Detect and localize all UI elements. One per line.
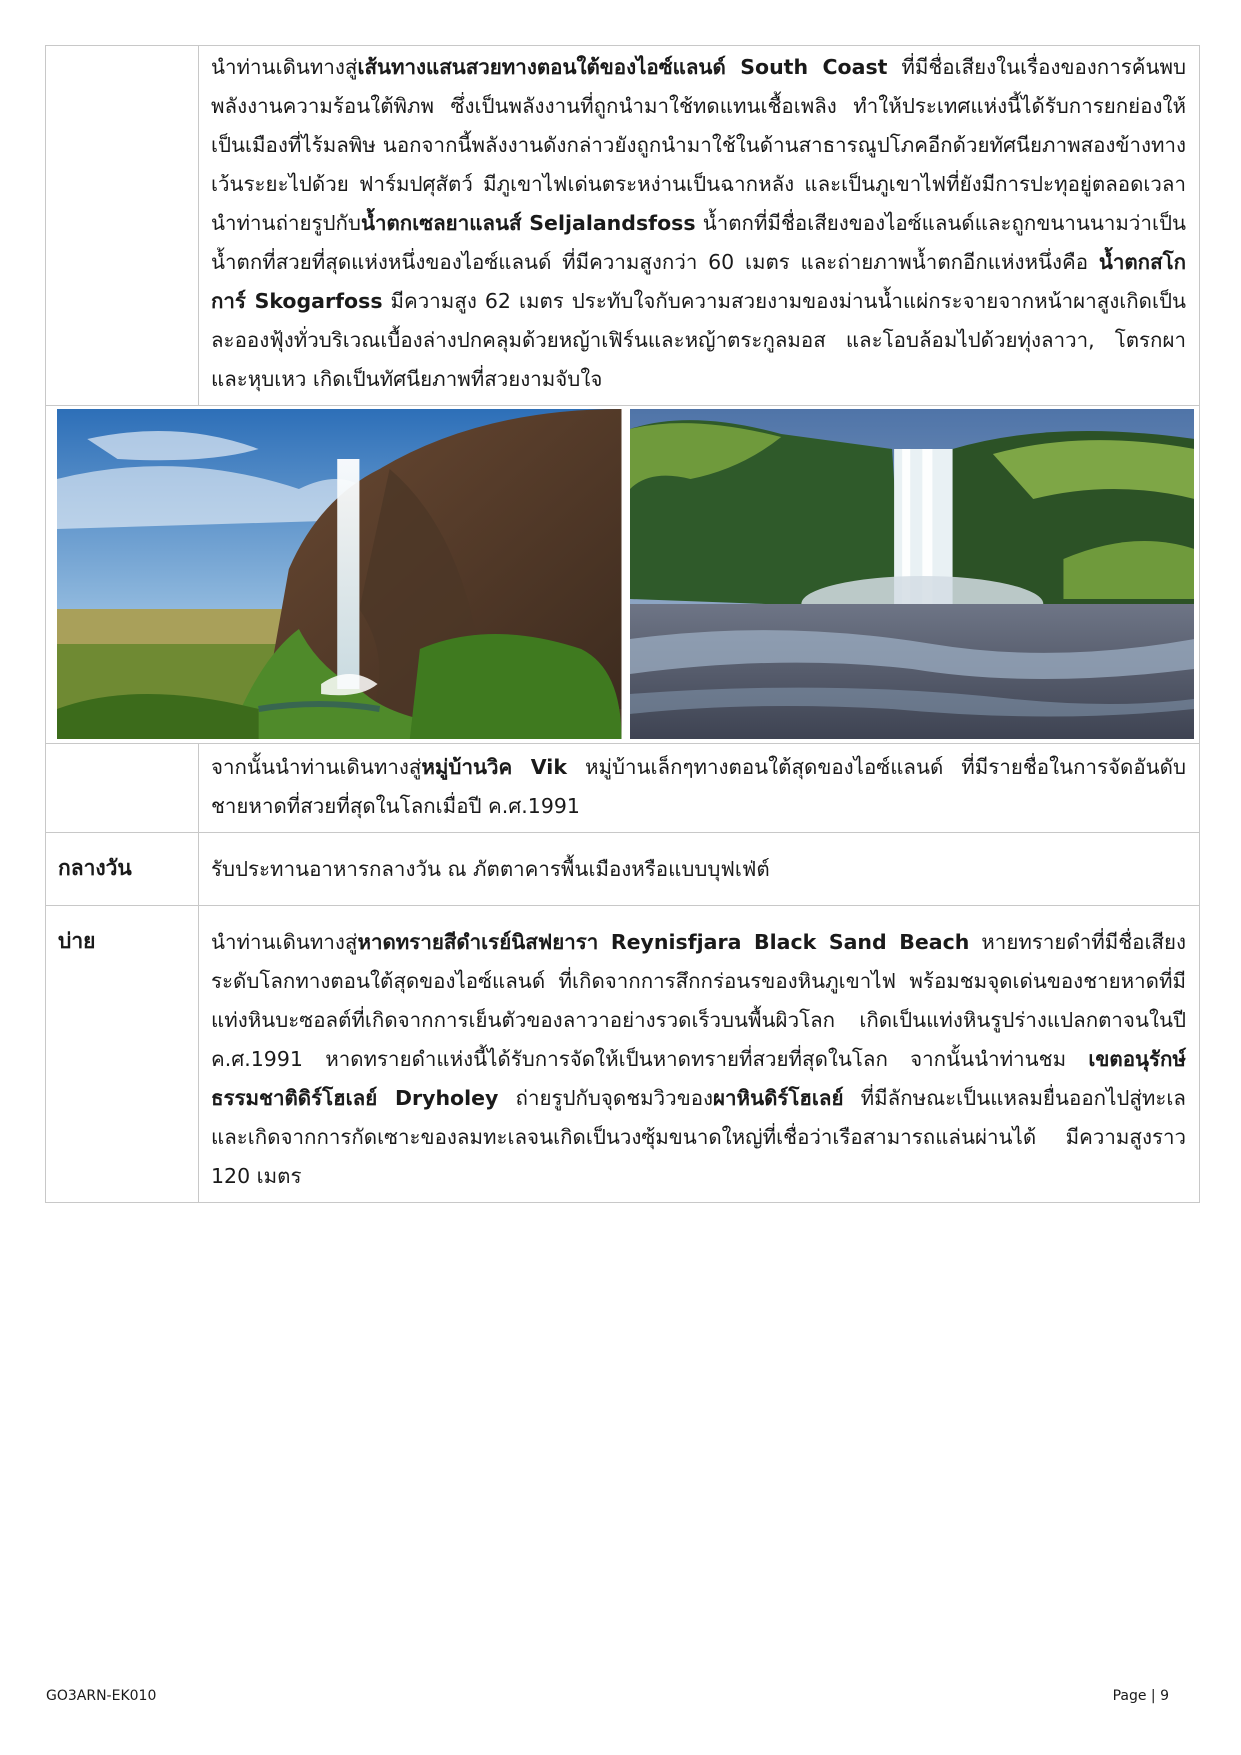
- body-text: มีความสูง 62 เมตร ประทับใจกับความสวยงามของม่านน้ำแผ่กระจายจากหน้าผาสูงเกิดเป็นละอองฟุ้งทั่วบริเวณเบื้องล่างปกคลุมด้วยหญ้าเฟิร์นและหญ้าตระกูลมอส และโอบล้อมไปด้วยทุ่งลาวา, โตรกผา และหุบเหว เกิดเป็นทัศนียภาพที่สวยงามจับใจ: [211, 289, 1186, 391]
- afternoon-description: [199, 906, 1199, 1202]
- itinerary-row-south-coast: [46, 46, 1200, 406]
- vik-description: [199, 744, 1199, 832]
- emphasized-text: ผาหินดิร์โฮเลย์: [713, 1086, 844, 1110]
- description-cell: [199, 906, 1200, 1203]
- body-text: หายทรายดำที่มีชื่อเสียงระดับโลกทางตอนใต้สุดของไอซ์แลนด์ ที่เกิดจากการสึกกร่อนรของหินภูเขาไฟ พร้อมชมจุดเด่นของชายหาดที่มีแท่งหินบะซอลต์ที่เกิดจากการเย็นตัวของลาวาอย่างรวดเร็วบนพื้นผิวโลก เกิดเป็นแท่งหินรูปร่างแปลกตาจนในปี ค.ศ.1991 หาดทรายดำแห่งนี้ได้รับการจัดให้เป็นหาดทรายที่สวยที่สุดในโลก จากนั้นนำท่านชม: [211, 930, 1186, 1071]
- description-cell: [199, 833, 1200, 906]
- body-text: หมู่บ้านเล็กๆทางตอนใต้สุดของไอซ์แลนด์ ที่มีรายชื่อในการจัดอันดับชายหาดที่สวยที่สุดในโลกเมื่อปี ค.ศ.1991: [211, 755, 1186, 818]
- description-cell: [199, 744, 1200, 833]
- itinerary-row-lunch: [46, 833, 1200, 906]
- afternoon-label: บ่าย: [58, 929, 96, 953]
- seljalandsfoss-photo: [57, 409, 622, 739]
- time-label-cell: [46, 46, 199, 406]
- time-label-cell: [46, 744, 199, 833]
- skogafoss-photo: [630, 409, 1195, 739]
- lunch-description: [199, 833, 1199, 905]
- emphasized-text: หาดทรายสีดำเรย์นิสฟยารา Reynisfjara Black Sand Beach: [357, 930, 970, 954]
- body-text: จากนั้นนำท่านเดินทางสู่: [211, 755, 422, 779]
- body-text: ที่มีลักษณะเป็นแหลมยื่นออกไปสู่ทะเลและเกิดจากการกัดเซาะของลมทะเลจนเกิดเป็นวงซุ้มขนาดใหญ่ที่เชื่อว่าเรือสามารถแล่นผ่านได้ มีความสูงราว 120 เมตร: [211, 1086, 1186, 1188]
- itinerary-row-vik: [46, 744, 1200, 833]
- south-coast-description: [199, 46, 1199, 405]
- body-text: นำท่านเดินทางสู่: [211, 55, 358, 79]
- lunch-label: กลางวัน: [58, 856, 132, 880]
- itinerary-table: [45, 45, 1200, 1203]
- itinerary-row-afternoon: [46, 906, 1200, 1203]
- photo-strip: [46, 406, 1199, 742]
- body-text: ที่มีชื่อเสียงในเรื่องของการค้นพบพลังงานความร้อนใต้พิภพ ซึ่งเป็นพลังงานที่ถูกนำมาใช้ทดแทนเชื้อเพลิง ทำให้ประเทศแห่งนี้ได้รับการยกย่องให้เป็นเมืองที่ไร้มลพิษ นอกจากนี้พลังงานดังกล่าวยังถูกนำมาใช้ในด้านสาธารณูปโภคอีกด้วยทัศนียภาพสองข้างทางเว้นระยะไปด้วย ฟาร์มปศุสัตว์ มีภูเขาไฟเด่นตระหง่านเป็นฉากหลัง และเป็นภูเขาไฟที่ยังมีการปะทุอยู่ตลอดเวลา นำท่านถ่ายรูปกับ: [211, 55, 1186, 235]
- document-code: GO3ARN-EK010: [46, 1688, 157, 1704]
- body-text: น้ำตกที่มีชื่อเสียงของไอซ์แลนด์และถูกขนานนามว่าเป็นน้ำตกที่สวยที่สุดแห่งหนึ่งของไอซ์แลนด์ ที่มีความสูงกว่า 60 เมตร และถ่ายภาพน้ำตกอีกแห่งหนึ่งคือ: [211, 211, 1186, 274]
- emphasized-text: เขตอนุรักษ์ธรรมชาติดิร์โฮเลย์ Dryholey: [211, 1047, 1186, 1110]
- page-number: Page | 9: [1112, 1688, 1169, 1704]
- description-cell: [199, 46, 1200, 406]
- time-label-cell: [46, 833, 199, 906]
- emphasized-text: น้ำตกเซลยาแลนส์ Seljalandsfoss: [360, 211, 696, 235]
- time-label-cell: [46, 906, 199, 1203]
- time-label: [46, 744, 198, 764]
- body-text: ถ่ายรูปกับจุดชมวิวของ: [498, 1086, 714, 1110]
- itinerary-photo-row: [46, 406, 1200, 744]
- body-text: รับประทานอาหารกลางวัน ณ ภัตตาคารพื้นเมืองหรือแบบบุฟเฟ่ต์: [211, 857, 770, 881]
- body-text: นำท่านเดินทางสู่: [211, 930, 358, 954]
- emphasized-text: น้ำตกสโกการ์ Skogarfoss: [211, 250, 1186, 313]
- time-label: [46, 46, 198, 66]
- photo-cell: [46, 406, 1200, 744]
- emphasized-text: เส้นทางแสนสวยทางตอนใต้ของไอซ์แลนด์ South Coast: [357, 55, 888, 79]
- emphasized-text: หมู่บ้านวิค Vik: [421, 755, 567, 779]
